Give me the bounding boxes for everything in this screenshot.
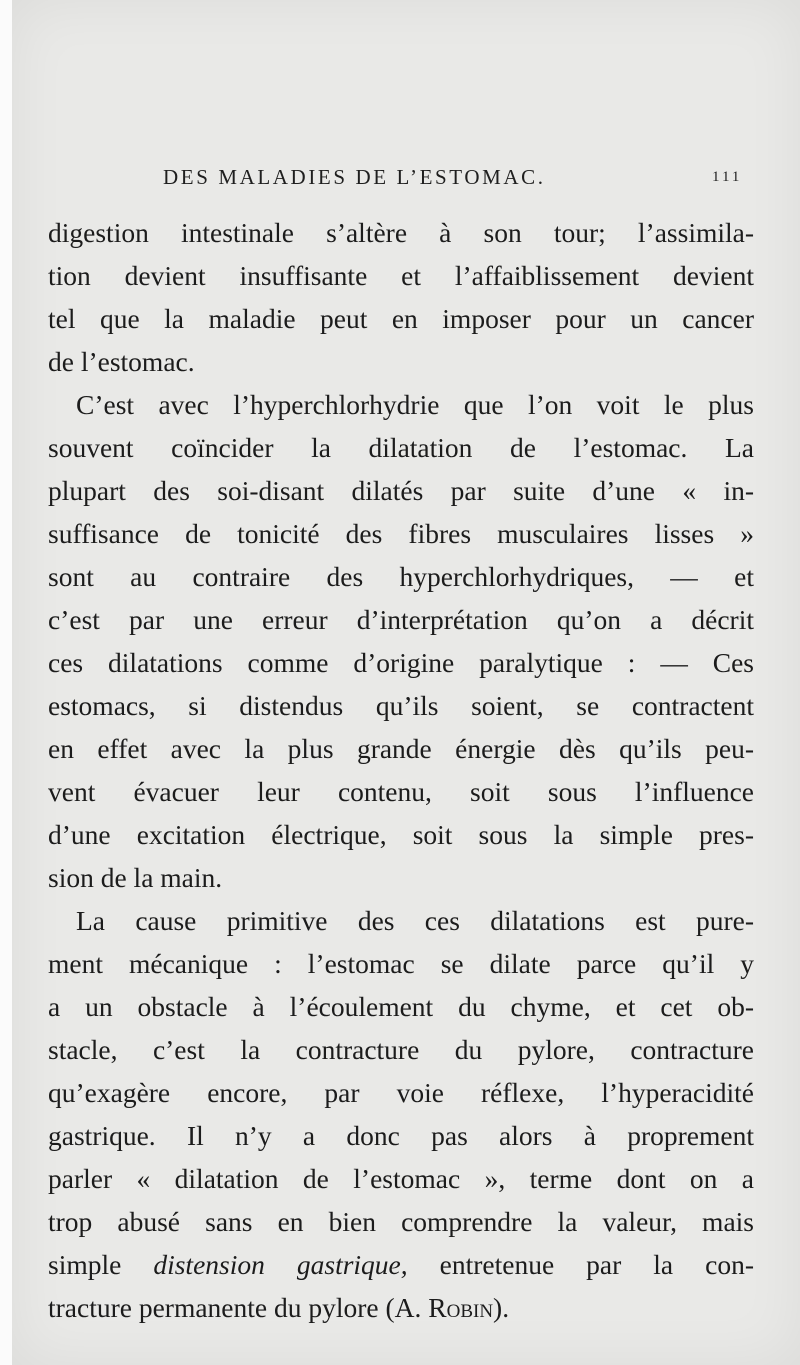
text-line [48,1243,754,1286]
text-line: tion devient insuffisante et l’affaiblissement devient [48,260,754,291]
text-line: c’est par une erreur d’interprétation qu’on a décrit [48,604,754,635]
text-line: La cause primitive des ces dilatations est pure- [76,905,754,936]
body-text [48,211,754,1329]
text-segment: entretenue par la con- [407,1249,755,1280]
text-line: stacle, c’est la contracture du pylore, contracture [48,1034,754,1065]
text-line: de l’estomac. [48,346,195,377]
text-line: en effet avec la plus grande énergie dès qu’ils peu- [48,733,754,764]
text-line: sont au contraire des hyperchlorhydriques, — et [48,561,754,592]
author-name: Robin [428,1292,494,1323]
page-left-margin [0,0,12,1365]
text-line: vent évacuer leur contenu, soit sous l’influence [48,776,754,807]
page-header [0,165,800,195]
text-line: estomacs, si distendus qu’ils soient, se contractent [48,690,754,721]
text-line: plupart des soi-disant dilatés par suite d’une « in- [48,475,754,506]
page-number: 111 [712,169,743,185]
text-segment: tracture permanente du pylore (A. [48,1292,429,1323]
text-line: digestion intestinale s’altère à son tour; l’assimila- [48,217,754,248]
text-segment: simple [48,1249,154,1280]
text-line: souvent coïncider la dilatation de l’estomac. La [48,432,754,463]
text-line: sion de la main. [48,862,223,893]
text-line: a un obstacle à l’écoulement du chyme, et cet ob- [48,991,754,1022]
text-line: qu’exagère encore, par voie réflexe, l’hyperacidité [48,1077,754,1108]
text-line: d’une excitation électrique, soit sous la simple pres- [48,819,754,850]
text-segment: ). [493,1292,510,1323]
text-line: trop abusé sans en bien comprendre la valeur, mais [48,1206,754,1237]
text-line: C’est avec l’hyperchlorhydrie que l’on voit le plus [76,389,754,420]
text-line [48,1286,754,1329]
running-title: DES MALADIES DE L’ESTOMAC. [163,165,546,189]
text-line: parler « dilatation de l’estomac », terme dont on a [48,1163,754,1194]
text-line: tel que la maladie peut en imposer pour un cancer [48,303,754,334]
text-line: ment mécanique : l’estomac se dilate parce qu’il y [48,948,754,979]
text-line: gastrique. Il n’y a donc pas alors à proprement [48,1120,754,1151]
text-line: ces dilatations comme d’origine paralytique : — Ces [48,647,754,678]
text-line: suffisance de tonicité des fibres musculaires lisses » [48,518,754,549]
italic-term: distension gastrique, [153,1249,408,1280]
